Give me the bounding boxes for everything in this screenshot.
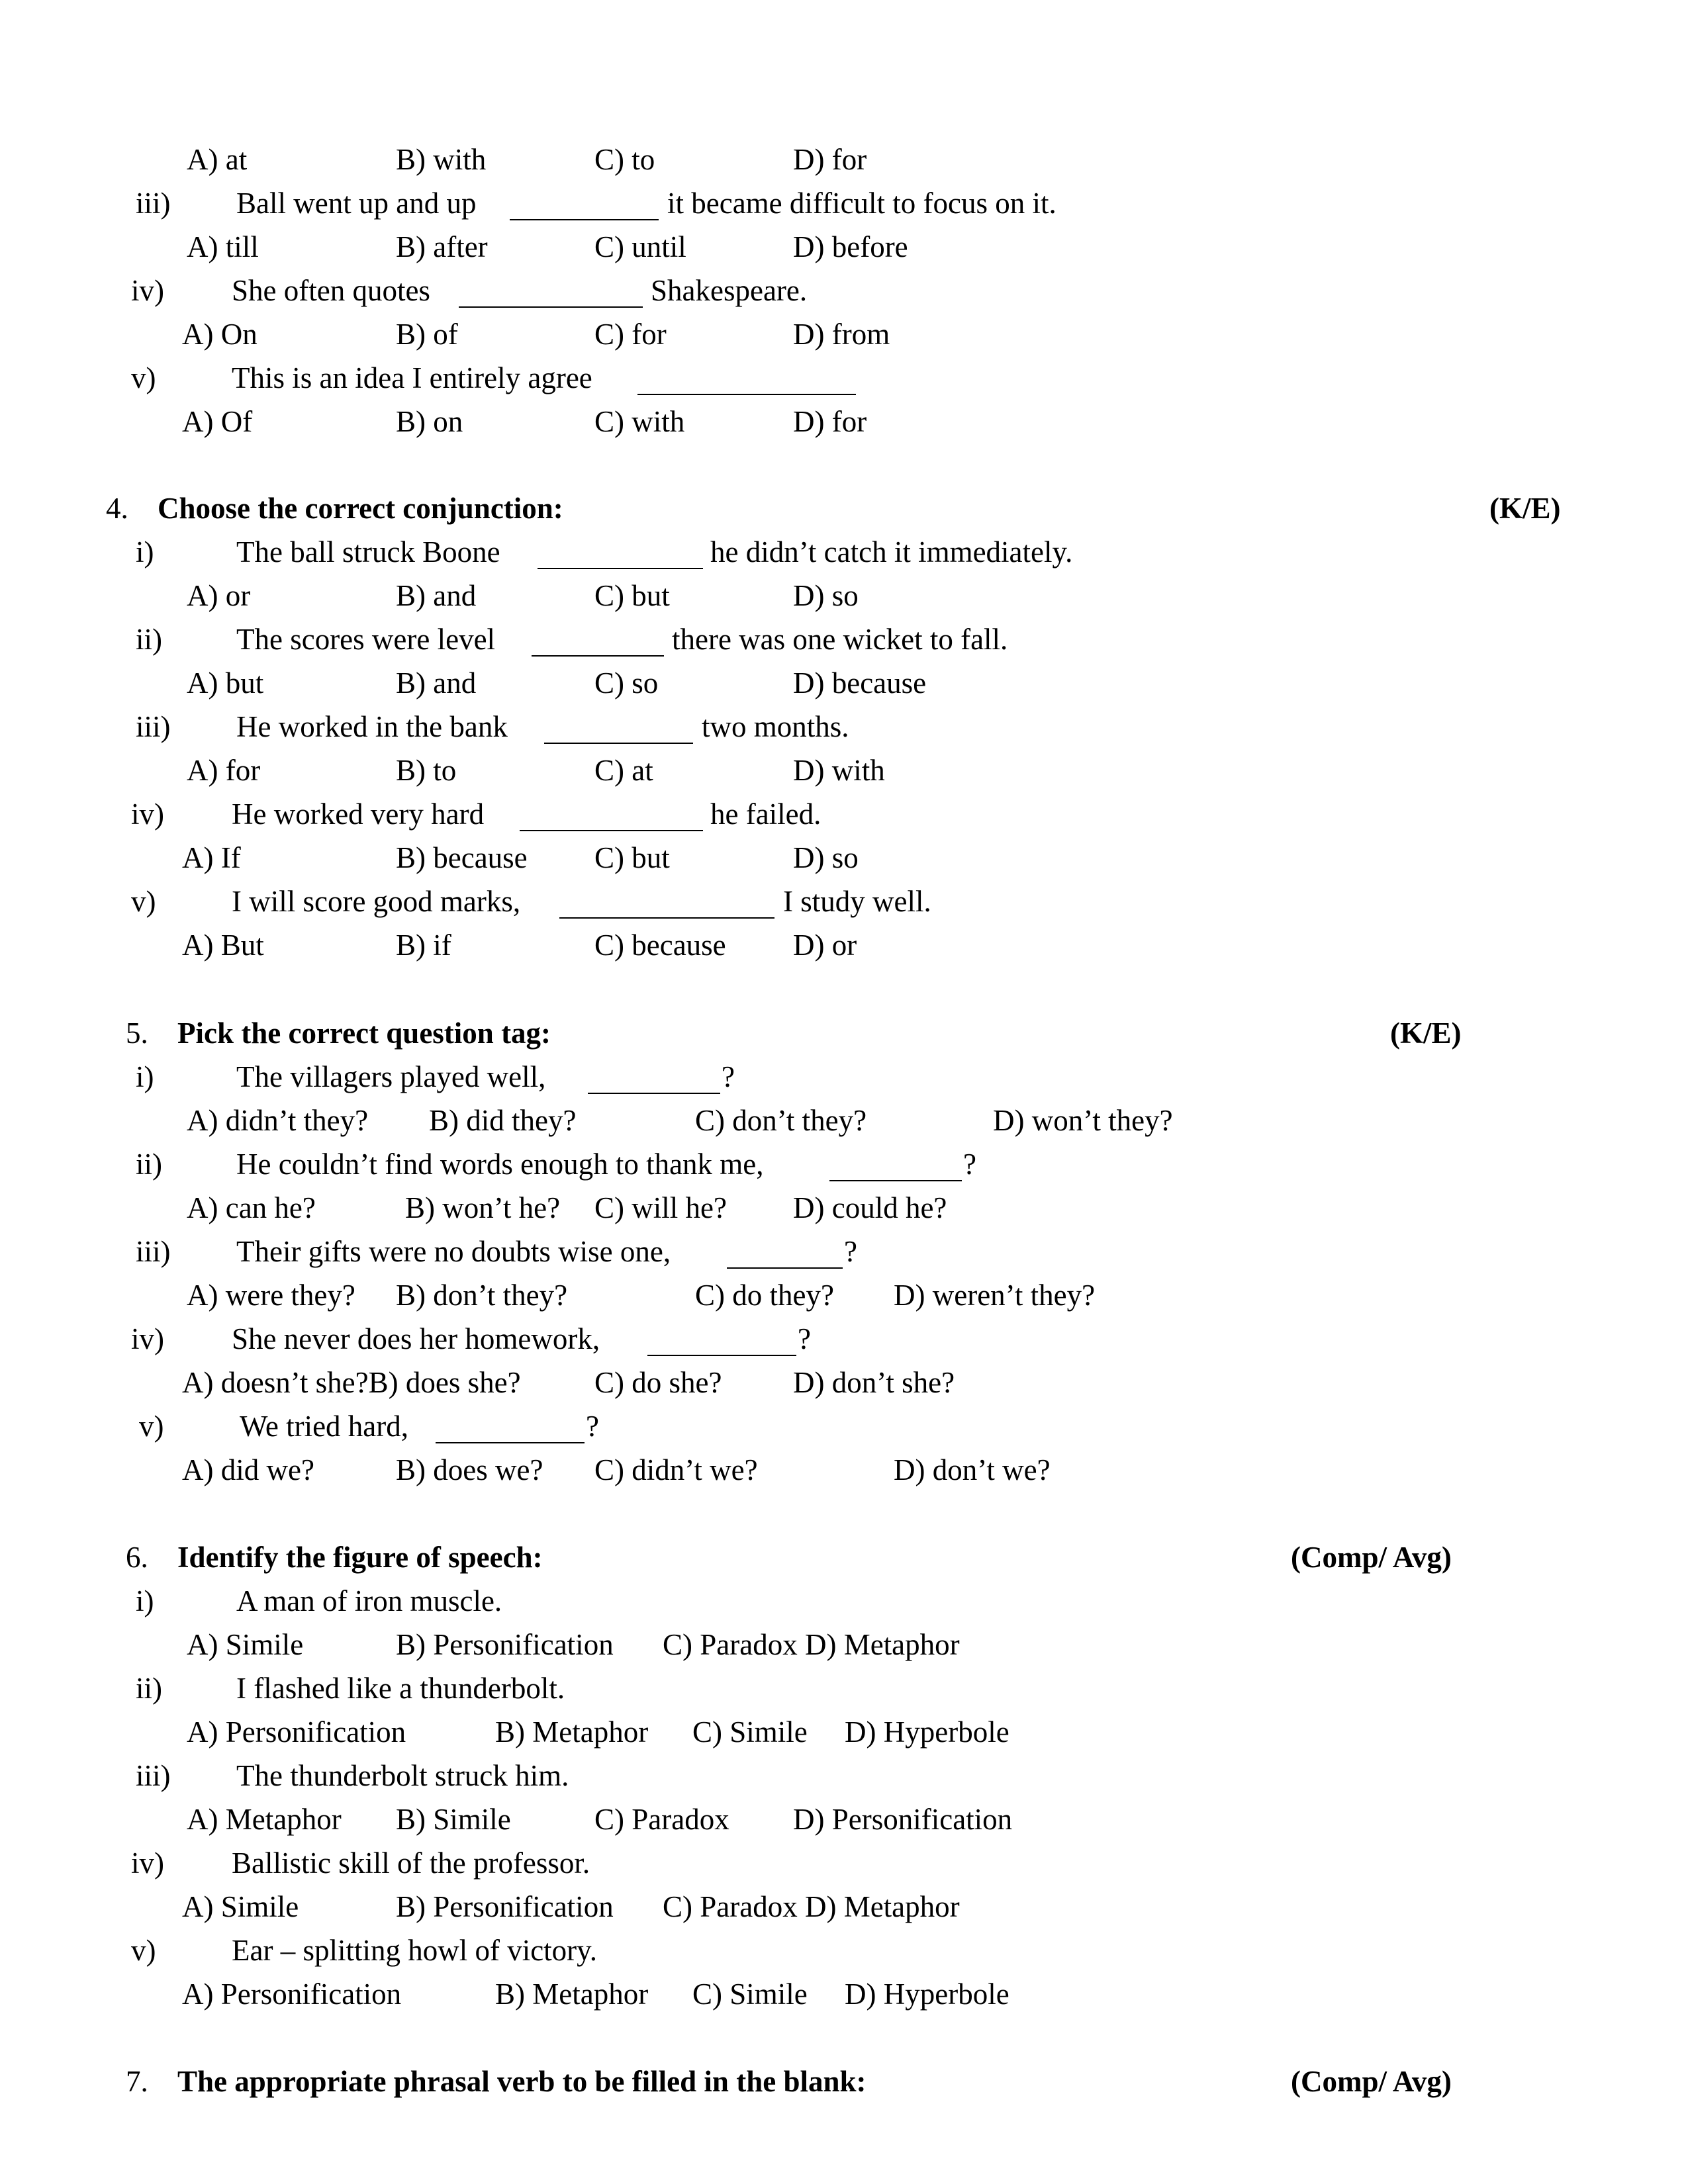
question-number: 7. <box>126 2065 148 2098</box>
option-a: A) But <box>182 929 264 962</box>
answer-blank <box>520 830 703 831</box>
answer-blank <box>559 917 774 919</box>
option-d: D) Hyperbole <box>845 1978 1009 2011</box>
difficulty-tag: (K/E) <box>1489 492 1561 525</box>
item-number: v) <box>131 361 156 394</box>
option-a: A) Personification <box>182 1978 402 2011</box>
item-number: i) <box>136 1060 154 1093</box>
option-d: D) so <box>793 579 859 612</box>
item-text: We tried hard, <box>240 1410 409 1443</box>
item-text: Their gifts were no doubts wise one, <box>236 1235 671 1268</box>
item-text-cont: ? <box>844 1235 857 1268</box>
question-title: Choose the correct conjunction: <box>158 492 563 525</box>
option-d: D) so <box>793 841 859 874</box>
option-c: C) with <box>594 405 685 438</box>
item-text: The ball struck Boone <box>236 535 500 569</box>
option-c: C) Simile <box>692 1715 808 1749</box>
option-d: D) for <box>793 143 867 176</box>
option-b: B) Simile <box>396 1803 511 1836</box>
option-c: C) because <box>594 929 726 962</box>
question-number: 6. <box>126 1541 148 1574</box>
item-text: The villagers played well, <box>236 1060 546 1093</box>
option-b: B) with <box>396 143 487 176</box>
item-text: A man of iron muscle. <box>236 1584 502 1617</box>
option-a: A) Simile <box>182 1890 299 1923</box>
item-number: ii) <box>136 623 162 656</box>
option-a: A) or <box>187 579 251 612</box>
option-d: D) don’t she? <box>793 1366 955 1399</box>
item-text: He worked very hard <box>232 797 485 831</box>
option-c: C) but <box>594 841 670 874</box>
option-d: D) weren’t they? <box>894 1279 1096 1312</box>
item-number: iv) <box>131 274 164 307</box>
item-text-cont: ? <box>722 1060 735 1093</box>
item-text: I flashed like a thunderbolt. <box>236 1672 565 1705</box>
item-text: Ball went up and up <box>236 187 477 220</box>
option-b: B) don’t they? <box>396 1279 568 1312</box>
option-d: D) before <box>793 230 908 263</box>
answer-blank <box>647 1355 796 1356</box>
option-c: C) don’t they? <box>695 1104 867 1137</box>
question-title: Pick the correct question tag: <box>177 1017 551 1050</box>
option-b: B) if <box>396 929 451 962</box>
answer-blank <box>727 1267 843 1269</box>
option-c: C) so <box>594 666 659 700</box>
item-text-cont: two months. <box>702 710 849 743</box>
question-title: The appropriate phrasal verb to be filled in the blank: <box>177 2065 867 2098</box>
option-d: D) from <box>793 318 890 351</box>
answer-blank <box>532 655 664 657</box>
option-a: A) Metaphor <box>187 1803 342 1836</box>
item-number: v) <box>131 1934 156 1967</box>
answer-blank <box>637 394 856 395</box>
option-a: A) On <box>182 318 258 351</box>
item-text: She often quotes <box>232 274 430 307</box>
question-number: 5. <box>126 1017 148 1050</box>
option-b: B) because <box>396 841 528 874</box>
option-b: B) after <box>396 230 488 263</box>
option-a: A) at <box>187 143 248 176</box>
option-b: B) of <box>396 318 458 351</box>
item-number: iii) <box>136 1759 171 1792</box>
answer-blank <box>436 1442 585 1443</box>
option-c: C) at <box>594 754 653 787</box>
option-d: D) because <box>793 666 927 700</box>
item-number: ii) <box>136 1148 162 1181</box>
item-text-cont: he didn’t catch it immediately. <box>710 535 1073 569</box>
item-text: Ballistic skill of the professor. <box>232 1846 590 1880</box>
item-number: v) <box>139 1410 164 1443</box>
item-number: i) <box>136 1584 154 1617</box>
option-c-d: C) Paradox D) Metaphor <box>663 1890 960 1923</box>
option-b: B) Personification <box>396 1890 614 1923</box>
item-text: I will score good marks, <box>232 885 521 918</box>
answer-blank <box>544 743 693 744</box>
item-text: The scores were level <box>236 623 496 656</box>
item-number: iii) <box>136 187 171 220</box>
item-text: Ear – splitting howl of victory. <box>232 1934 597 1967</box>
option-c: C) Simile <box>692 1978 808 2011</box>
item-text-cont: there was one wicket to fall. <box>672 623 1008 656</box>
item-number: ii) <box>136 1672 162 1705</box>
option-b: B) Personification <box>396 1628 614 1661</box>
option-d: D) won’t they? <box>993 1104 1173 1137</box>
option-b: B) does we? <box>396 1453 543 1486</box>
item-number: v) <box>131 885 156 918</box>
option-a: A) didn’t they? <box>187 1104 369 1137</box>
option-a: A) did we? <box>182 1453 314 1486</box>
option-c: C) for <box>594 318 667 351</box>
answer-blank <box>829 1180 962 1181</box>
item-number: iii) <box>136 1235 171 1268</box>
option-c: C) Paradox <box>594 1803 729 1836</box>
option-c: C) didn’t we? <box>594 1453 758 1486</box>
option-c: C) do they? <box>695 1279 834 1312</box>
option-c-d: C) Paradox D) Metaphor <box>663 1628 960 1661</box>
item-text: He worked in the bank <box>236 710 508 743</box>
option-a: A) Of <box>182 405 253 438</box>
option-c: C) to <box>594 143 655 176</box>
item-text-cont: he failed. <box>710 797 821 831</box>
option-b: B) won’t he? <box>405 1191 561 1224</box>
option-c: C) but <box>594 579 670 612</box>
option-d: D) with <box>793 754 885 787</box>
item-text-cont: ? <box>963 1148 976 1181</box>
option-b: B) Metaphor <box>495 1715 649 1749</box>
item-number: iv) <box>131 1846 164 1880</box>
option-b: B) to <box>396 754 457 787</box>
item-text-cont: ? <box>798 1322 811 1355</box>
option-b: B) did they? <box>429 1104 577 1137</box>
item-text-cont: ? <box>586 1410 599 1443</box>
option-b: B) and <box>396 579 477 612</box>
item-text: She never does her homework, <box>232 1322 600 1355</box>
option-d: D) could he? <box>793 1191 947 1224</box>
item-number: i) <box>136 535 154 569</box>
answer-blank <box>459 306 643 308</box>
difficulty-tag: (Comp/ Avg) <box>1291 1541 1452 1574</box>
difficulty-tag: (Comp/ Avg) <box>1291 2065 1452 2098</box>
option-b: B) on <box>396 405 463 438</box>
option-d: D) Hyperbole <box>845 1715 1009 1749</box>
question-title: Identify the figure of speech: <box>177 1541 543 1574</box>
answer-blank <box>588 1093 720 1094</box>
item-text-cont: I study well. <box>783 885 931 918</box>
item-number: iii) <box>136 710 171 743</box>
answer-blank <box>510 219 659 220</box>
item-text-cont: it became difficult to focus on it. <box>667 187 1056 220</box>
option-d: D) don’t we? <box>894 1453 1051 1486</box>
option-a: A) till <box>187 230 259 263</box>
option-a: A) can he? <box>187 1191 316 1224</box>
option-a: A) Personification <box>187 1715 406 1749</box>
option-a: A) for <box>187 754 261 787</box>
question-number: 4. <box>106 492 128 525</box>
option-a: A) were they? <box>187 1279 355 1312</box>
option-c: C) will he? <box>594 1191 727 1224</box>
option-a: A) If <box>182 841 241 874</box>
option-d: D) Personification <box>793 1803 1013 1836</box>
item-text-cont: Shakespeare. <box>651 274 808 307</box>
option-c: C) do she? <box>594 1366 722 1399</box>
option-b: B) and <box>396 666 477 700</box>
option-a-b: A) doesn’t she?B) does she? <box>182 1366 521 1399</box>
item-text: The thunderbolt struck him. <box>236 1759 569 1792</box>
item-number: iv) <box>131 1322 164 1355</box>
item-text: He couldn’t find words enough to thank me, <box>236 1148 764 1181</box>
item-text: This is an idea I entirely agree <box>232 361 592 394</box>
option-c: C) until <box>594 230 686 263</box>
difficulty-tag: (K/E) <box>1390 1017 1462 1050</box>
option-a: A) but <box>187 666 264 700</box>
option-d: D) for <box>793 405 867 438</box>
option-a: A) Simile <box>187 1628 304 1661</box>
answer-blank <box>538 568 703 569</box>
item-number: iv) <box>131 797 164 831</box>
option-d: D) or <box>793 929 857 962</box>
option-b: B) Metaphor <box>495 1978 649 2011</box>
